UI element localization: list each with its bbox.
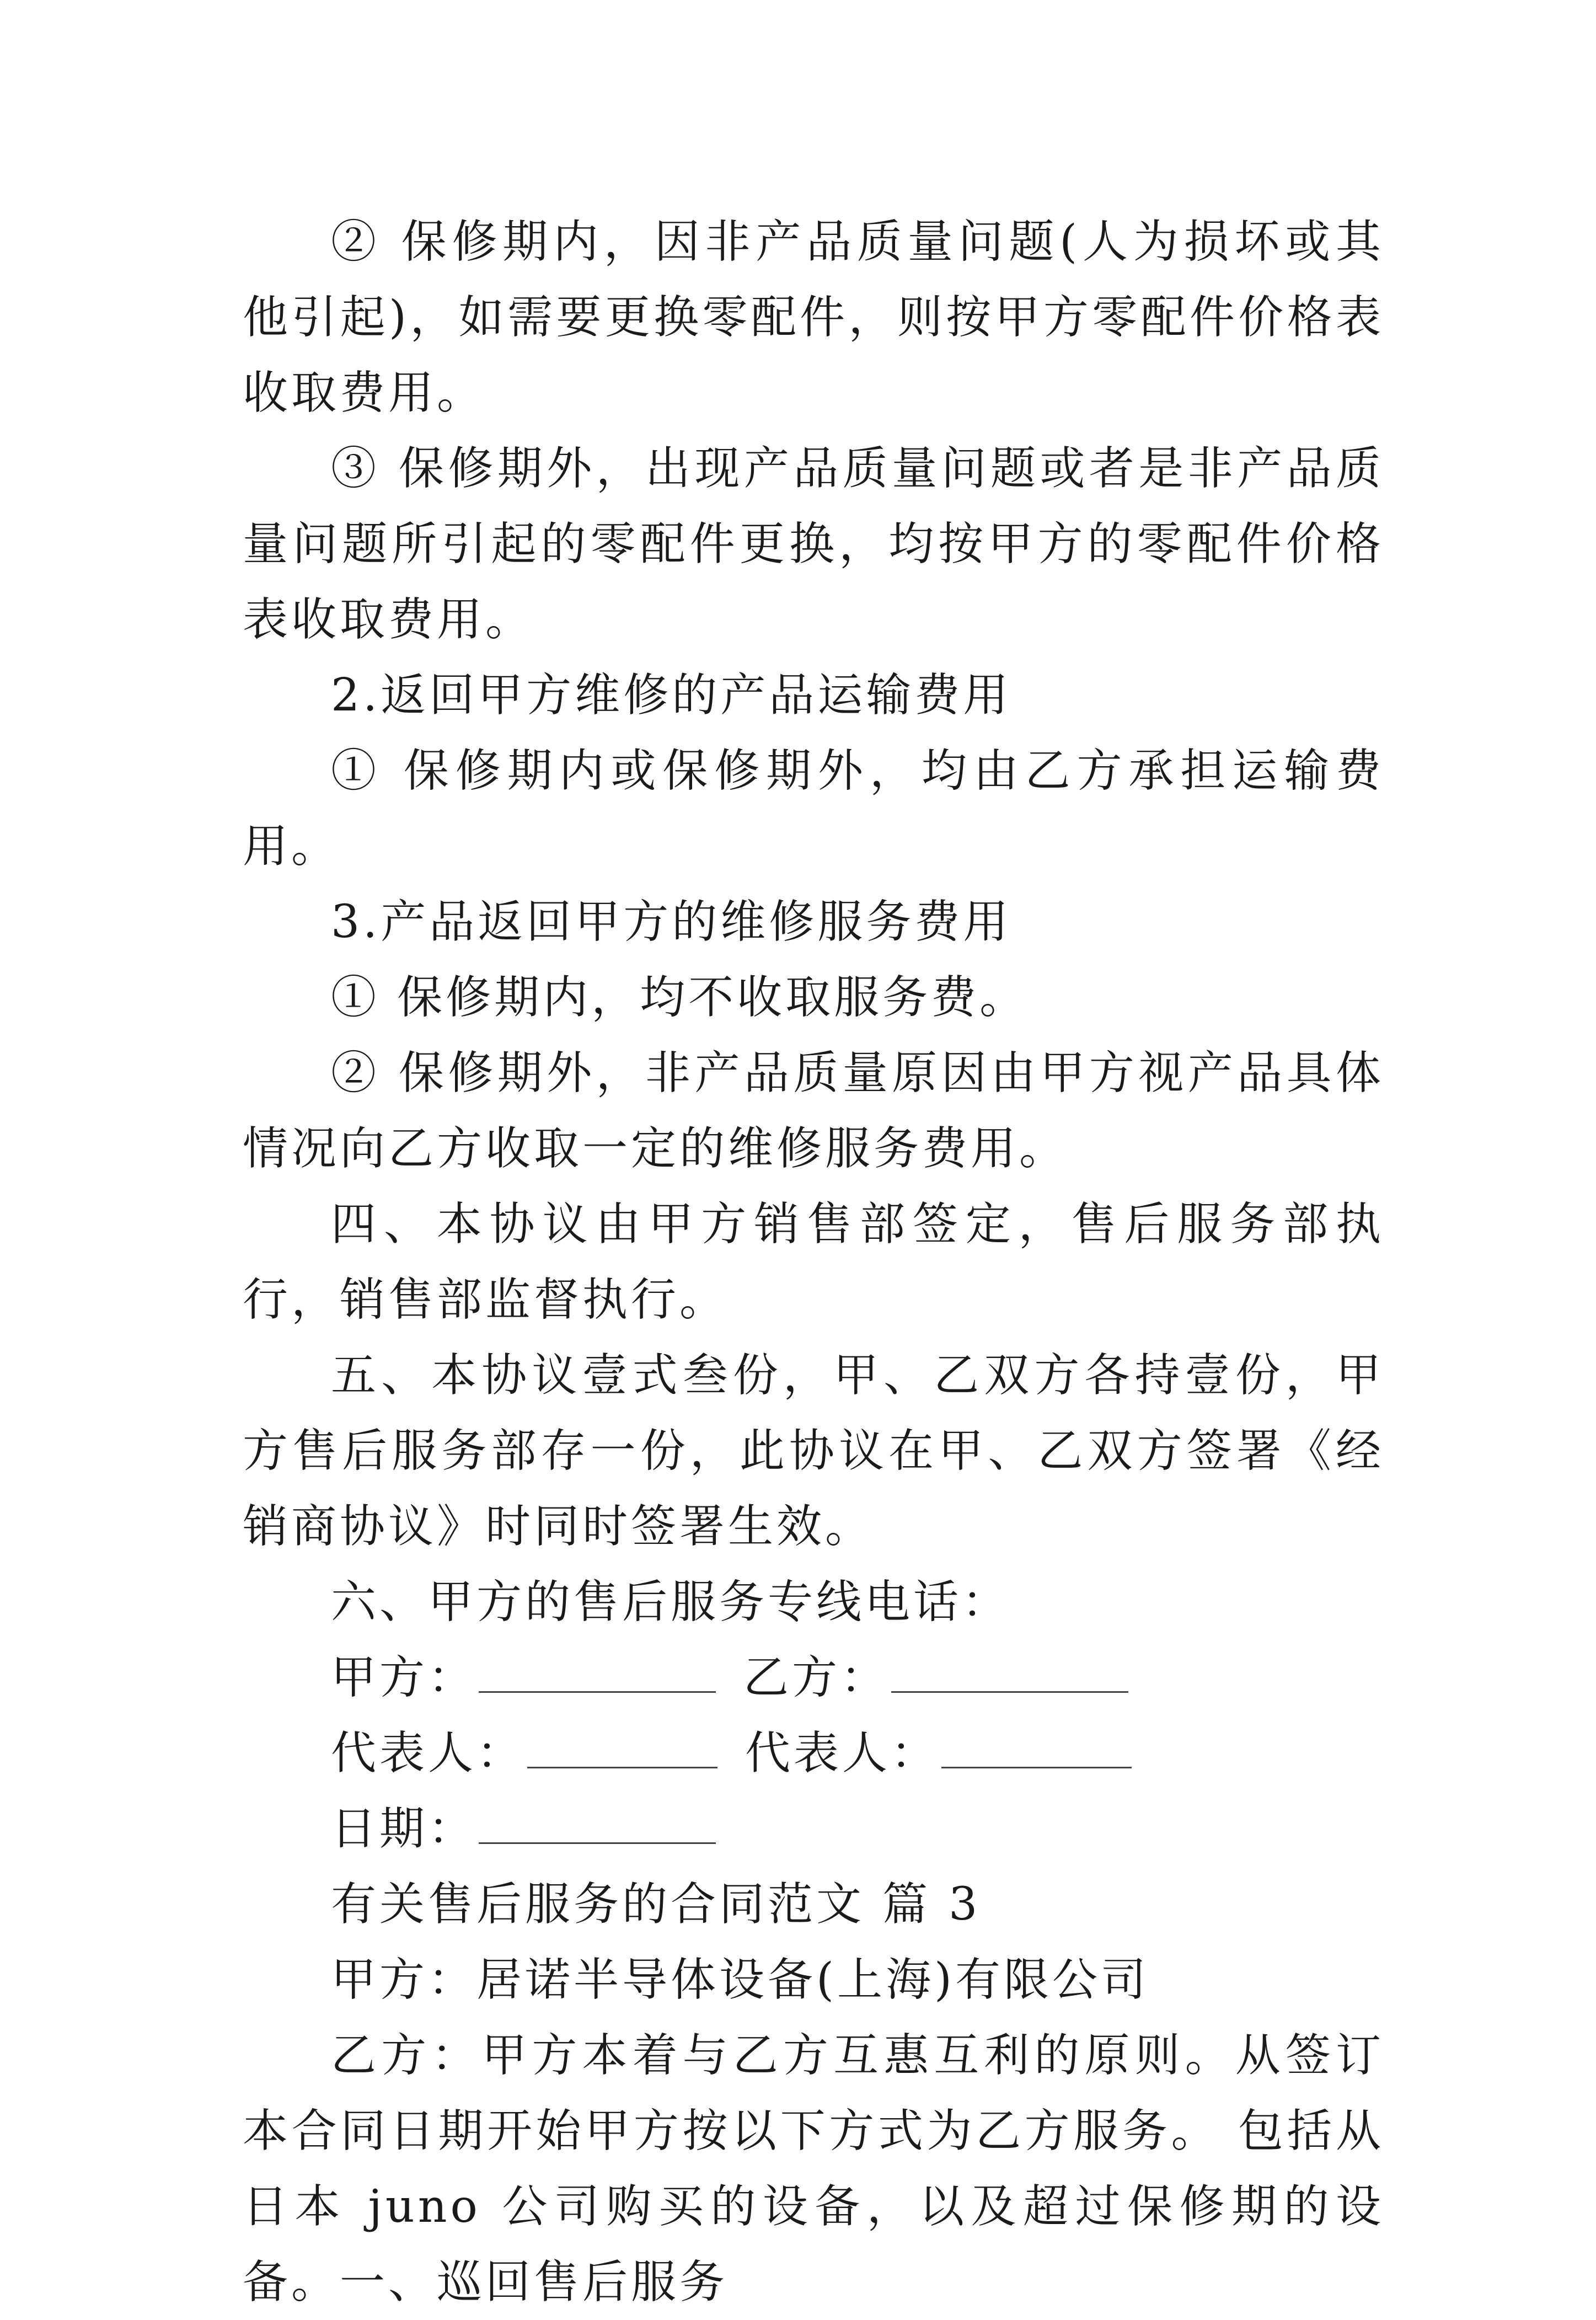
paragraph: ② 保修期外，非产品质量原因由甲方视产品具体情况向乙方收取一定的维修服务费用。 bbox=[243, 1047, 1384, 1175]
paragraph: ① 保修期内，均不收取服务费。 bbox=[331, 971, 1029, 1024]
paragraph: ② 保修期内，因非产品质量问题(人为损坏或其他引起)，如需要更换零配件，则按甲方零配件价格表收取费用。 bbox=[243, 216, 1384, 419]
paragraph: 3.产品返回甲方的维修服务费用 bbox=[331, 896, 1012, 948]
paragraph: ① 保修期内或保修期外，均由乙方承担运输费用。 bbox=[243, 745, 1384, 873]
date-group bbox=[331, 1791, 716, 1867]
paragraph: 乙方：甲方本着与乙方互惠互利的原则。从签订本合同日期开始甲方按以下方式为乙方服务。 包括从日本 juno 公司购买的设备，以及超过保修期的设备。一、巡回售后服务 bbox=[243, 2029, 1384, 2308]
paragraph: 五、本协议壹式叁份，甲、乙双方各持壹份，甲方售后服务部存一份，此协议在甲、乙双方签署《经销商协议》时同时签署生效。 bbox=[243, 1349, 1384, 1553]
rep-b-group bbox=[745, 1715, 1132, 1791]
signature-row-representatives bbox=[243, 1715, 1384, 1791]
party-a-group bbox=[331, 1640, 716, 1715]
section-heading: 有关售后服务的合同范文 篇 3 bbox=[331, 1878, 981, 1931]
signature-row-parties bbox=[243, 1640, 1384, 1715]
date-label: 日期： bbox=[331, 1803, 477, 1855]
paragraph: 六、甲方的售后服务专线电话： bbox=[331, 1576, 1011, 1628]
rep-b-label: 代表人： bbox=[745, 1727, 940, 1779]
paragraph: ③ 保修期外，出现产品质量问题或者是非产品质量问题所引起的零配件更换，均按甲方的零配件价格表收取费用。 bbox=[243, 442, 1384, 646]
party-b-blank bbox=[891, 1658, 1128, 1693]
rep-a-blank bbox=[527, 1734, 717, 1768]
signature-row-date bbox=[243, 1791, 1384, 1867]
rep-b-blank bbox=[941, 1734, 1132, 1768]
document-body bbox=[243, 204, 1384, 2320]
rep-a-group bbox=[331, 1715, 717, 1791]
date-blank bbox=[479, 1809, 716, 1844]
party-a-label: 甲方： bbox=[331, 1651, 477, 1704]
paragraph: 甲方：居诺半导体设备(上海)有限公司 bbox=[331, 1954, 1149, 2006]
rep-a-label: 代表人： bbox=[331, 1727, 526, 1779]
party-a-blank bbox=[479, 1658, 716, 1693]
paragraph: 四、本协议由甲方销售部签定，售后服务部执行，销售部监督执行。 bbox=[243, 1198, 1384, 1326]
party-b-label: 乙方： bbox=[743, 1651, 890, 1704]
party-b-group bbox=[743, 1640, 1128, 1715]
paragraph: 2.返回甲方维修的产品运输费用 bbox=[331, 669, 1012, 721]
